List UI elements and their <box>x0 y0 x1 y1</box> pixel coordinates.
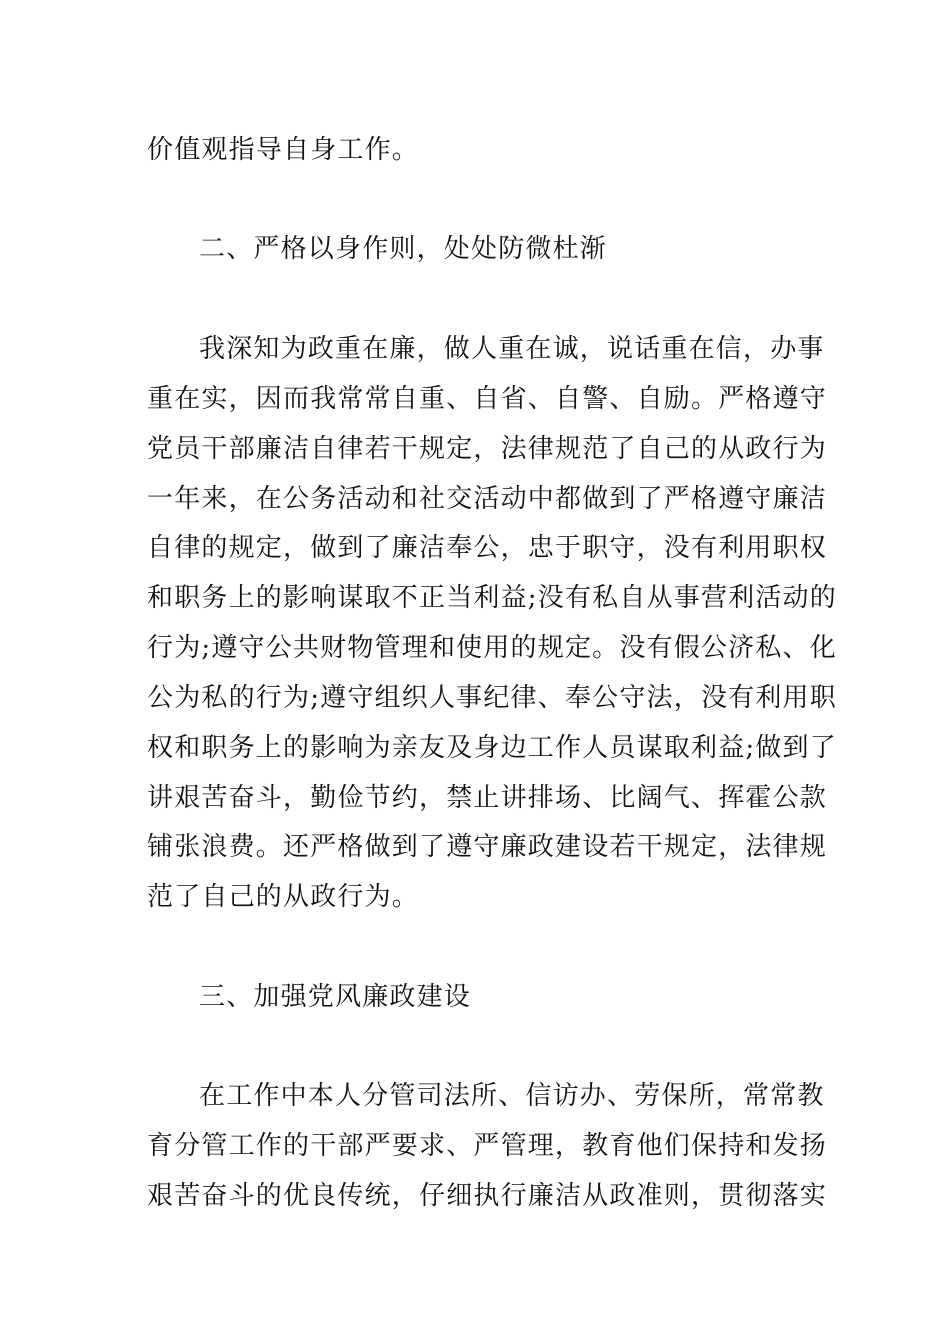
paragraph-line: 公为私的行为;遵守组织人事纪律、奉公守法，没有利用职 <box>147 683 837 713</box>
paragraph-line: 重在实，因而我常常自重、自省、自警、自励。严格遵守 <box>147 384 828 414</box>
paragraph-line: 我深知为政重在廉，做人重在诚，说话重在信，办事 <box>199 334 825 364</box>
paragraph-line: 范了自己的从政行为。 <box>147 882 420 912</box>
paragraph-line: 自律的规定，做到了廉洁奉公，忠于职守，没有利用职权 <box>147 533 828 563</box>
paragraph-line: 在工作中本人分管司法所、信访办、劳保所，常常教 <box>199 1081 825 1111</box>
section-heading: 三、加强党风廉政建设 <box>199 982 472 1012</box>
paragraph-line: 党员干部廉洁自律若干规定，法律规范了自己的从政行为 <box>147 434 828 464</box>
paragraph-line: 艰苦奋斗的优良传统，仔细执行廉洁从政准则，贯彻落实 <box>147 1181 828 1211</box>
paragraph-line: 行为;遵守公共财物管理和使用的规定。没有假公济私、化 <box>147 633 837 663</box>
paragraph-line: 价值观指导自身工作。 <box>147 135 420 165</box>
paragraph-line: 铺张浪费。还严格做到了遵守廉政建设若干规定，法律规 <box>147 832 828 862</box>
paragraph-line: 权和职务上的影响为亲友及身边工作人员谋取利益;做到了 <box>147 733 837 763</box>
paragraph-line: 一年来，在公务活动和社交活动中都做到了严格遵守廉洁 <box>147 484 828 514</box>
section-heading: 二、严格以身作则，处处防微杜渐 <box>199 234 608 264</box>
paragraph-line: 和职务上的影响谋取不正当利益;没有私自从事营利活动的 <box>147 583 837 613</box>
paragraph-line: 讲艰苦奋斗，勤俭节约，禁止讲排场、比阔气、挥霍公款 <box>147 783 828 813</box>
paragraph-line: 育分管工作的干部严要求、严管理，教育他们保持和发扬 <box>147 1131 828 1161</box>
